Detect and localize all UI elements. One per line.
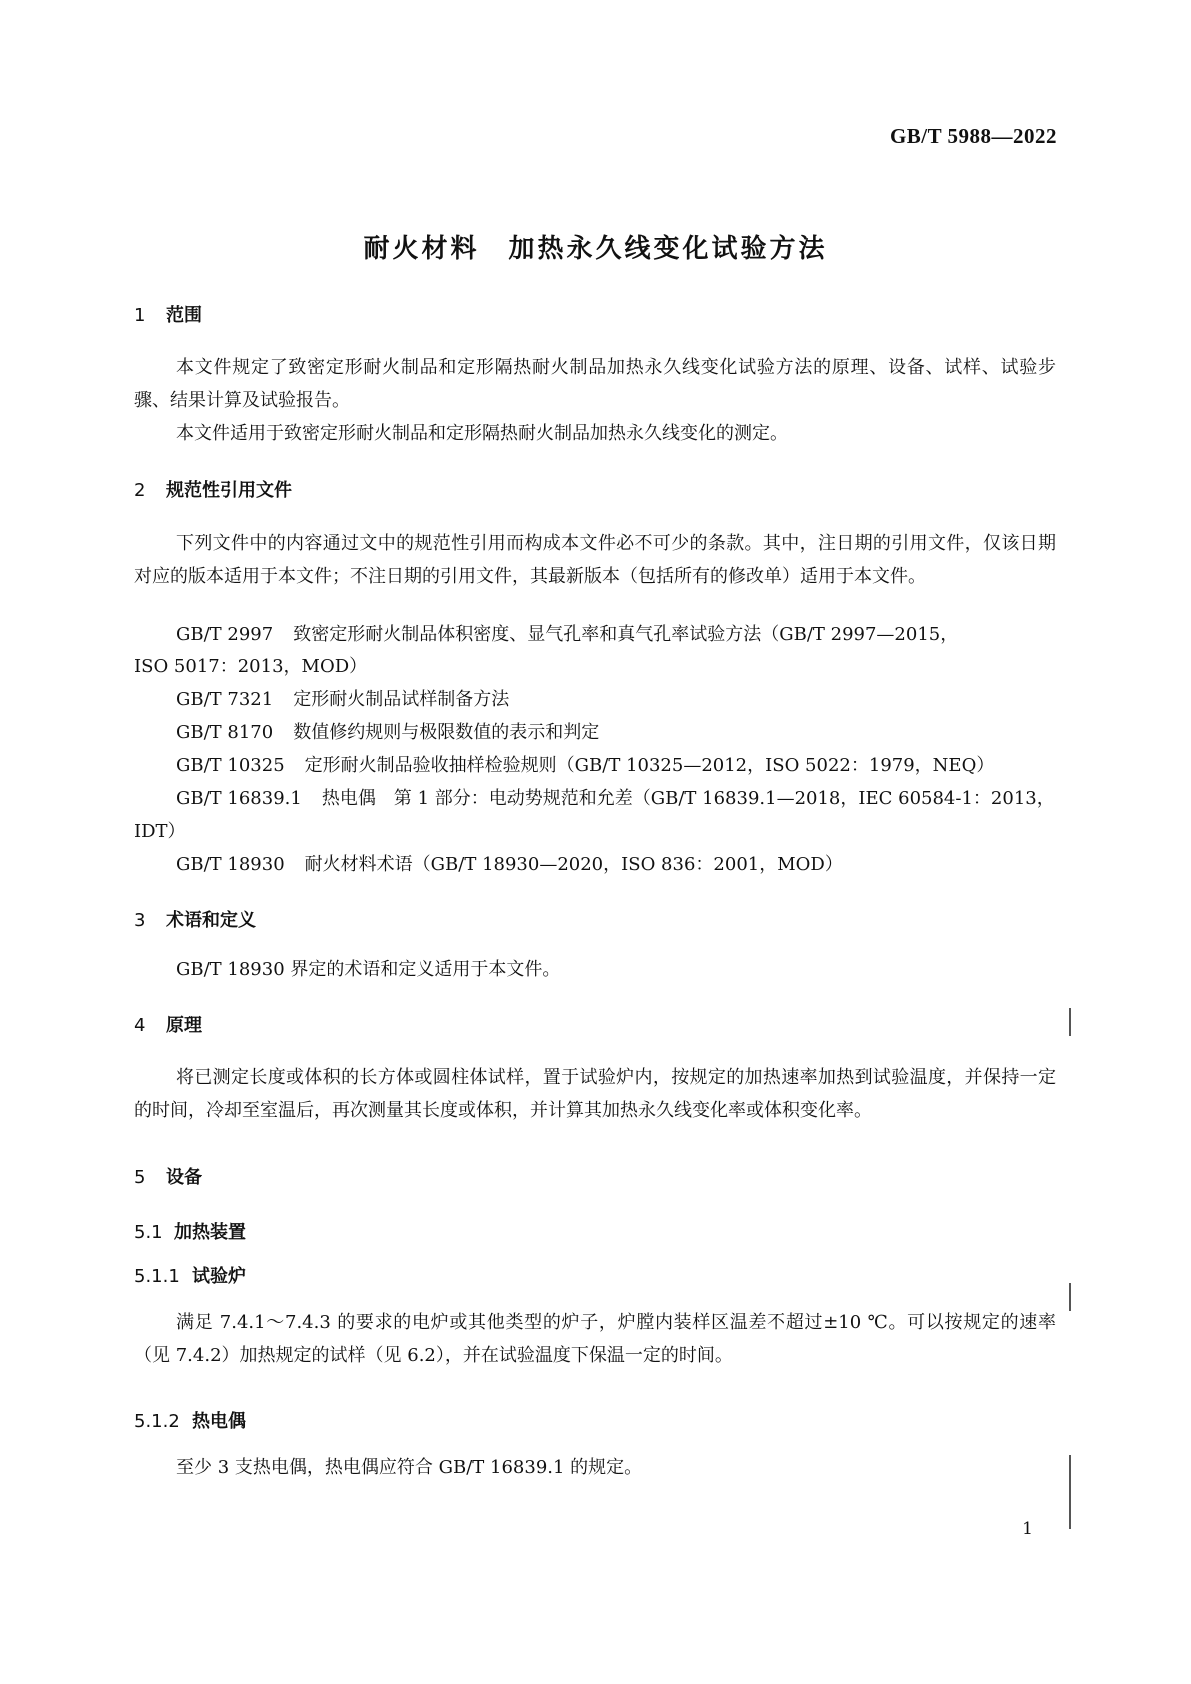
section-5-1-1-paragraph: 满足 7.4.1～7.4.3 的要求的电炉或其他类型的炉子，炉膛内装样区温差不超过±10 ℃。可以按规定的速率（见 7.4.2）加热规定的试样（见 6.2），并在试验温度下保温一定的时间。 (134, 1312, 1056, 1366)
section-4-heading (134, 1011, 202, 1037)
reference-continuation: IDT） (134, 821, 186, 842)
section-4-paragraph: 将已测定长度或体积的长方体或圆柱体试样，置于试验炉内，按规定的加热速率加热到试验温度，并保持一定的时间，冷却至室温后，再次测量其长度或体积，并计算其加热永久线变化率或体积变化率。 (134, 1067, 1056, 1121)
reference-title: 耐火材料术语（GB/T 18930—2020，ISO 836：2001，MOD） (304, 854, 843, 875)
section-5-1-1-heading (134, 1262, 246, 1288)
section-title: 热电偶 (192, 1411, 246, 1432)
reference-code: GB/T 8170 (176, 722, 274, 743)
section-number: 4 (134, 1015, 146, 1036)
section-title: 规范性引用文件 (166, 480, 292, 501)
revision-bar (1069, 1008, 1071, 1036)
revision-bar (1069, 1455, 1071, 1529)
section-1-paragraph-2: 本文件适用于致密定形耐火制品和定形隔热耐火制品加热永久线变化的测定。 (176, 423, 788, 444)
section-title: 设备 (166, 1167, 202, 1188)
page-number: 1 (1022, 1519, 1033, 1539)
section-number: 5.1.2 (134, 1411, 180, 1432)
section-number: 2 (134, 480, 146, 501)
section-1-heading (134, 301, 202, 327)
section-2-heading (134, 476, 292, 502)
reference-title: 热电偶 第 1 部分：电动势规范和允差（GB/T 16839.1—2018，IEC 60584-1：2013， (321, 788, 1055, 809)
reference-entry (134, 618, 1056, 651)
section-title: 术语和定义 (166, 910, 256, 931)
section-5-1-2-paragraph: 至少 3 支热电偶，热电偶应符合 GB/T 16839.1 的规定。 (176, 1457, 643, 1478)
reference-entry (134, 782, 1056, 815)
section-number: 3 (134, 910, 146, 931)
section-1-paragraph-1: 本文件规定了致密定形耐火制品和定形隔热耐火制品加热永久线变化试验方法的原理、设备、试样、试验步骤、结果计算及试验报告。 (134, 357, 1056, 411)
section-2-intro: 下列文件中的内容通过文中的规范性引用而构成本文件必不可少的条款。其中，注日期的引用文件，仅该日期对应的版本适用于本文件；不注日期的引用文件，其最新版本（包括所有的修改单）适用于本文件。 (134, 533, 1056, 587)
section-title: 加热装置 (174, 1222, 246, 1243)
reference-title: 致密定形耐火制品体积密度、显气孔率和真气孔率试验方法（GB/T 2997—2015， (293, 624, 959, 645)
reference-title: 数值修约规则与极限数值的表示和判定 (293, 722, 600, 743)
section-title: 原理 (166, 1015, 202, 1036)
section-number: 1 (134, 305, 146, 326)
document-title: 耐火材料 加热永久线变化试验方法 (363, 234, 828, 264)
reference-title: 定形耐火制品验收抽样检验规则（GB/T 10325—2012，ISO 5022：1979，NEQ） (304, 755, 995, 776)
section-title: 范围 (166, 305, 202, 326)
section-number: 5.1.1 (134, 1266, 180, 1287)
reference-title: 定形耐火制品试样制备方法 (293, 689, 510, 710)
section-3-paragraph: GB/T 18930 界定的术语和定义适用于本文件。 (176, 959, 561, 980)
reference-entry (134, 683, 1056, 716)
reference-code: GB/T 7321 (176, 689, 274, 710)
section-title: 试验炉 (192, 1266, 246, 1287)
section-5-heading (134, 1163, 202, 1189)
reference-code: GB/T 2997 (176, 624, 274, 645)
reference-entry (134, 749, 1056, 782)
reference-entry (134, 848, 1056, 881)
reference-code: GB/T 10325 (176, 755, 285, 776)
section-number: 5.1 (134, 1222, 163, 1243)
section-5-1-2-heading (134, 1407, 246, 1433)
section-number: 5 (134, 1167, 146, 1188)
section-3-heading (134, 906, 256, 932)
reference-code: GB/T 16839.1 (176, 788, 302, 809)
reference-entry (134, 716, 1056, 749)
document-code: GB/T 5988—2022 (889, 124, 1057, 148)
reference-continuation: ISO 5017：2013，MOD） (134, 656, 368, 677)
section-5-1-heading (134, 1218, 246, 1244)
revision-bar (1069, 1283, 1071, 1311)
reference-code: GB/T 18930 (176, 854, 285, 875)
